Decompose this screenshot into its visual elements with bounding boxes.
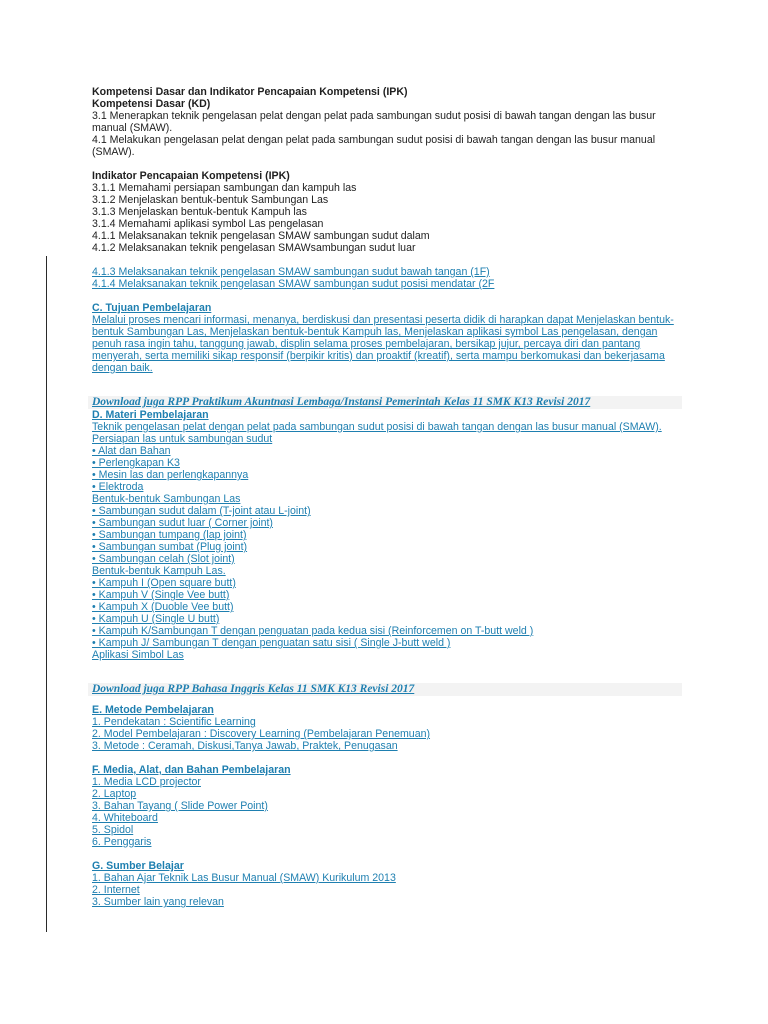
ipk-item: 3.1.3 Menjelaskan bentuk-bentuk Kampuh las (92, 206, 307, 218)
left-margin-rule (46, 256, 47, 932)
sambungan-item[interactable]: • Sambungan sudut luar ( Corner joint) (92, 517, 273, 529)
metode-item[interactable]: 1. Pendekatan : Scientific Learning (92, 716, 256, 728)
media-item[interactable]: 1. Media LCD projector (92, 776, 201, 788)
media-item[interactable]: 5. Spidol (92, 824, 134, 836)
sumber-item[interactable]: 2. Internet (92, 884, 140, 896)
sambungan-item[interactable]: • Sambungan sumbat (Plug joint) (92, 541, 248, 553)
kampuh-item[interactable]: • Kampuh J/ Sambungan T dengan penguatan satu sisi ( Single J-butt weld ) (92, 637, 451, 649)
media-item[interactable]: 4. Whiteboard (92, 812, 158, 824)
document-body (92, 86, 682, 908)
persiapan-item[interactable]: • Mesin las dan perlengkapannya (92, 469, 249, 481)
ipk-link-item[interactable]: 4.1.4 Melaksanakan teknik pengelasan SMAW sambungan sudut posisi mendatar (2F (92, 278, 495, 290)
metode-item[interactable]: 2. Model Pembelajaran : Discovery Learning (Pembelajaran Penemuan) (92, 728, 431, 740)
kd-section-title: Kompetensi Dasar dan Indikator Pencapaian Kompetensi (IPK) (92, 86, 408, 98)
tujuan-body[interactable]: Melalui proses mencari informasi, menanya, berdiskusi dan presentasi peserta didik di harapkan dapat Menjelaskan bentuk-bentuk Sambungan Las, Menjelaskan bentuk-bentuk Kampuh las, Menjelaskan aplikasi symbol Las pengelasan, dengan penuh rasa ingin tahu, tanggung jawab, displin selama proses pembelajaran, bersikap jujur, percaya diri dan pantang menyerah, serta memiliki sikap responsif (berpikir kritis) dan proaktif (kreatif), serta mampu berkomukasi dan bekerjasama dengan baik. (92, 314, 674, 374)
metode-heading[interactable]: E. Metode Pembelajaran (92, 704, 214, 716)
ipk-item: 3.1.2 Menjelaskan bentuk-bentuk Sambungan Las (92, 194, 329, 206)
ipk-link-item[interactable]: 4.1.3 Melaksanakan teknik pengelasan SMAW sambungan sudut bawah tangan (1F) (92, 266, 490, 278)
aplikasi-simbol-las[interactable]: Aplikasi Simbol Las (92, 649, 184, 661)
ipk-item: 4.1.1 Melaksanakan teknik pengelasan SMAW sambungan sudut dalam (92, 230, 430, 242)
kampuh-item[interactable]: • Kampuh V (Single Vee butt) (92, 589, 230, 601)
metode-item[interactable]: 3. Metode : Ceramah, Diskusi,Tanya Jawab, Praktek, Penugasan (92, 740, 398, 752)
sambungan-item[interactable]: • Sambungan tumpang (lap joint) (92, 529, 247, 541)
sambungan-title[interactable]: Bentuk-bentuk Sambungan Las (92, 493, 241, 505)
ipk-item: 3.1.4 Memahami aplikasi symbol Las pengelasan (92, 218, 324, 230)
kampuh-item[interactable]: • Kampuh X (Duoble Vee butt) (92, 601, 234, 613)
sumber-heading[interactable]: G. Sumber Belajar (92, 860, 184, 872)
kd-4-1: 4.1 Melakukan pengelasan pelat dengan pelat pada sambungan sudut posisi di bawah tangan dengan las busur manual (SMAW). (92, 134, 656, 158)
persiapan-item[interactable]: • Perlengkapan K3 (92, 457, 180, 469)
tujuan-heading[interactable]: C. Tujuan Pembelajaran (92, 302, 212, 314)
download-banner-bahasa-inggris[interactable]: Download juga RPP Bahasa Inggris Kelas 11 SMK K13 Revisi 2017 (88, 683, 682, 696)
sambungan-item[interactable]: • Sambungan celah (Slot joint) (92, 553, 235, 565)
media-item[interactable]: 3. Bahan Tayang ( Slide Power Point) (92, 800, 268, 812)
kampuh-item[interactable]: • Kampuh U (Single U butt) (92, 613, 220, 625)
persiapan-item[interactable]: • Elektroda (92, 481, 144, 493)
persiapan-title[interactable]: Persiapan las untuk sambungan sudut (92, 433, 273, 445)
media-item[interactable]: 6. Penggaris (92, 836, 152, 848)
sumber-item[interactable]: 3. Sumber lain yang relevan (92, 896, 224, 908)
kd-3-1: 3.1 Menerapkan teknik pengelasan pelat dengan pelat pada sambungan sudut posisi di bawah tangan dengan las busur manual (SMAW). (92, 110, 656, 134)
sambungan-item[interactable]: • Sambungan sudut dalam (T-joint atau L-joint) (92, 505, 311, 517)
ipk-item: 3.1.1 Memahami persiapan sambungan dan kampuh las (92, 182, 357, 194)
materi-intro[interactable]: Teknik pengelasan pelat dengan pelat pada sambungan sudut posisi di bawah tangan dengan las busur manual (SMAW). (92, 421, 662, 433)
kd-subtitle: Kompetensi Dasar (KD) (92, 98, 211, 110)
persiapan-item[interactable]: • Alat dan Bahan (92, 445, 171, 457)
kampuh-item[interactable]: • Kampuh K/Sambungan T dengan penguatan pada kedua sisi (Reinforcemen on T-butt weld ) (92, 625, 534, 637)
kampuh-item[interactable]: • Kampuh I (Open square butt) (92, 577, 236, 589)
ipk-section-title: Indikator Pencapaian Kompetensi (IPK) (92, 170, 290, 182)
materi-heading[interactable]: D. Materi Pembelajaran (92, 409, 209, 421)
media-heading[interactable]: F. Media, Alat, dan Bahan Pembelajaran (92, 764, 291, 776)
media-item[interactable]: 2. Laptop (92, 788, 137, 800)
sumber-item[interactable]: 1. Bahan Ajar Teknik Las Busur Manual (SMAW) Kurikulum 2013 (92, 872, 396, 884)
ipk-item: 4.1.2 Melaksanakan teknik pengelasan SMAWsambungan sudut luar (92, 242, 416, 254)
kampuh-title[interactable]: Bentuk-bentuk Kampuh Las. (92, 565, 226, 577)
download-banner-akuntansi[interactable]: Download juga RPP Praktikum Akuntnasi Lembaga/Instansi Pemerintah Kelas 11 SMK K13 Revisi 2017 (88, 396, 682, 409)
